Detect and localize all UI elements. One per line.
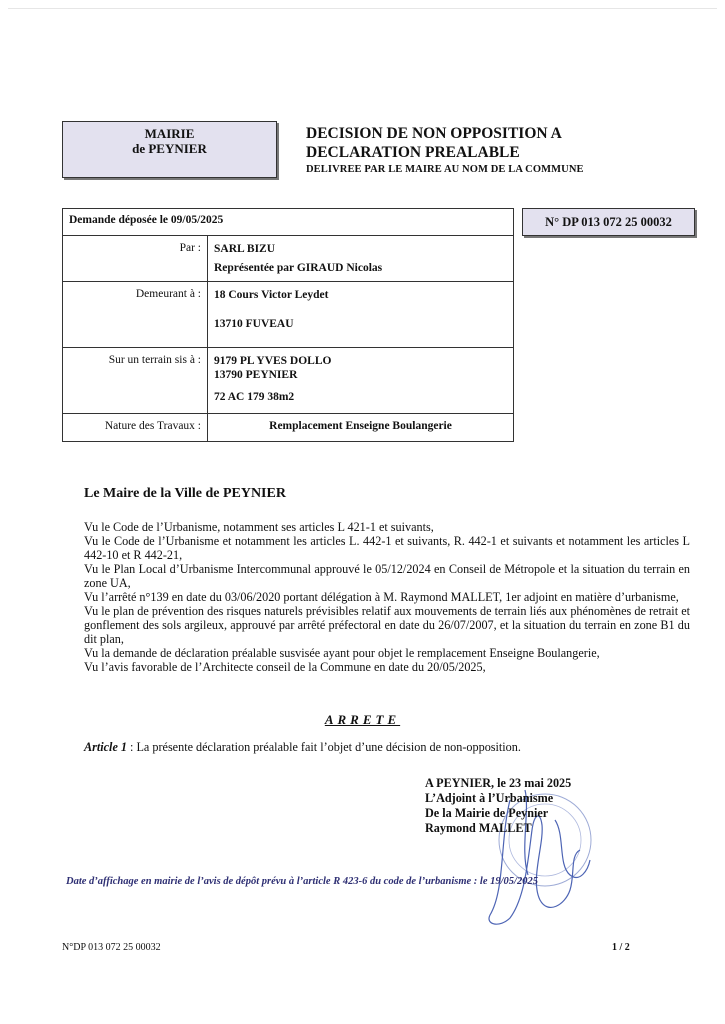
table-row xyxy=(63,414,514,442)
considerant-item: Vu le Code de l’Urbanisme, notamment ses articles L 421-1 et suivants, xyxy=(84,520,434,534)
address-city: 13710 FUVEAU xyxy=(214,318,294,330)
arrete-heading: ARRETE xyxy=(324,712,401,727)
row-label-travaux: Nature des Travaux : xyxy=(63,414,208,442)
considerant-item: Vu le Plan Local d’Urbanisme Intercommunal approuvé le 05/12/2024 en Conseil de Métropole et la situation du terrain en zone UA, xyxy=(84,562,690,590)
mairie-header-box xyxy=(62,121,277,178)
demande-table xyxy=(62,208,514,442)
document-subtitle: DELIVREE PAR LE MAIRE AU NOM DE LA COMMUNE xyxy=(306,164,584,175)
nature-travaux: Remplacement Enseigne Boulangerie xyxy=(208,414,514,442)
row-value-par xyxy=(208,236,514,282)
table-row xyxy=(63,236,514,282)
signature-mairie: De la Mairie de Peynier xyxy=(425,806,549,820)
demande-date: Demande déposée le 09/05/2025 xyxy=(63,209,514,236)
signature-name: Raymond MALLET xyxy=(425,821,532,835)
demandeur-representant: Représentée par GIRAUD Nicolas xyxy=(214,262,383,274)
maire-heading: Le Maire de la Ville de PEYNIER xyxy=(84,486,286,501)
title-line-1: DECISION DE NON OPPOSITION A xyxy=(306,125,562,142)
terrain-city: 13790 PEYNIER xyxy=(214,369,298,381)
considerant-item: Vu la demande de déclaration préalable susvisée ayant pour objet le remplacement Enseigne Boulangerie, xyxy=(84,646,600,660)
table-row xyxy=(63,282,514,348)
considerant-item: Vu le plan de prévention des risques naturels prévisibles relatif aux mouvements de terrain liés aux phénomènes de retrait et gonflement des sols argileux, approuvé par arrêté préfectoral en date du 26/07/2007, et la situation du terrain en zone B1 du dit plan, xyxy=(84,604,690,646)
arrete-heading-wrap xyxy=(0,712,725,728)
affichage-note: Date d’affichage en mairie de l’avis de dépôt prévu à l’article R 423-6 du code de l’urbanisme : le 19/05/2025 xyxy=(66,876,538,887)
title-line-2: DECLARATION PREALABLE xyxy=(306,144,520,161)
document-title xyxy=(306,124,584,177)
article-1 xyxy=(84,740,521,755)
row-label-terrain: Sur un terrain sis à : xyxy=(63,348,208,414)
signature-block xyxy=(425,776,571,836)
dp-number: N° DP 013 072 25 00032 xyxy=(522,208,695,236)
demandeur-name: SARL BIZU xyxy=(214,243,276,255)
signature-place-date: A PEYNIER, le 23 mai 2025 xyxy=(425,776,572,790)
signature-role: L’Adjoint à l’Urbanisme xyxy=(425,791,554,805)
page-number: 1 / 2 xyxy=(612,942,630,953)
article-label: Article 1 xyxy=(84,740,127,754)
terrain-cadastre: 72 AC 179 38m2 xyxy=(214,391,295,403)
article-text: : La présente déclaration préalable fait l’objet d’une décision de non-opposition. xyxy=(127,740,521,754)
footer-reference: N°DP 013 072 25 00032 xyxy=(62,942,161,953)
row-value-demeurant xyxy=(208,282,514,348)
row-label-par: Par : xyxy=(63,236,208,282)
commune-label: de PEYNIER xyxy=(132,141,207,156)
top-rule xyxy=(8,8,717,9)
row-label-demeurant: Demeurant à : xyxy=(63,282,208,348)
considerants-list xyxy=(84,520,690,674)
table-row xyxy=(63,209,514,236)
table-row xyxy=(63,348,514,414)
address-street: 18 Cours Victor Leydet xyxy=(214,289,329,301)
considerant-item: Vu l’avis favorable de l’Architecte conseil de la Commune en date du 20/05/2025, xyxy=(84,660,486,674)
considerant-item: Vu l’arrêté n°139 en date du 03/06/2020 portant délégation à M. Raymond MALLET, 1er adjoint en matière d’urbanisme, xyxy=(84,590,679,604)
mairie-label: MAIRIE xyxy=(144,126,195,141)
terrain-street: 9179 PL YVES DOLLO xyxy=(214,355,332,367)
row-value-terrain xyxy=(208,348,514,414)
considerant-item: Vu le Code de l’Urbanisme et notamment les articles L. 442-1 et suivants, R. 442-1 et suivants et notamment les articles L 442-10 et R 442-21, xyxy=(84,534,690,562)
